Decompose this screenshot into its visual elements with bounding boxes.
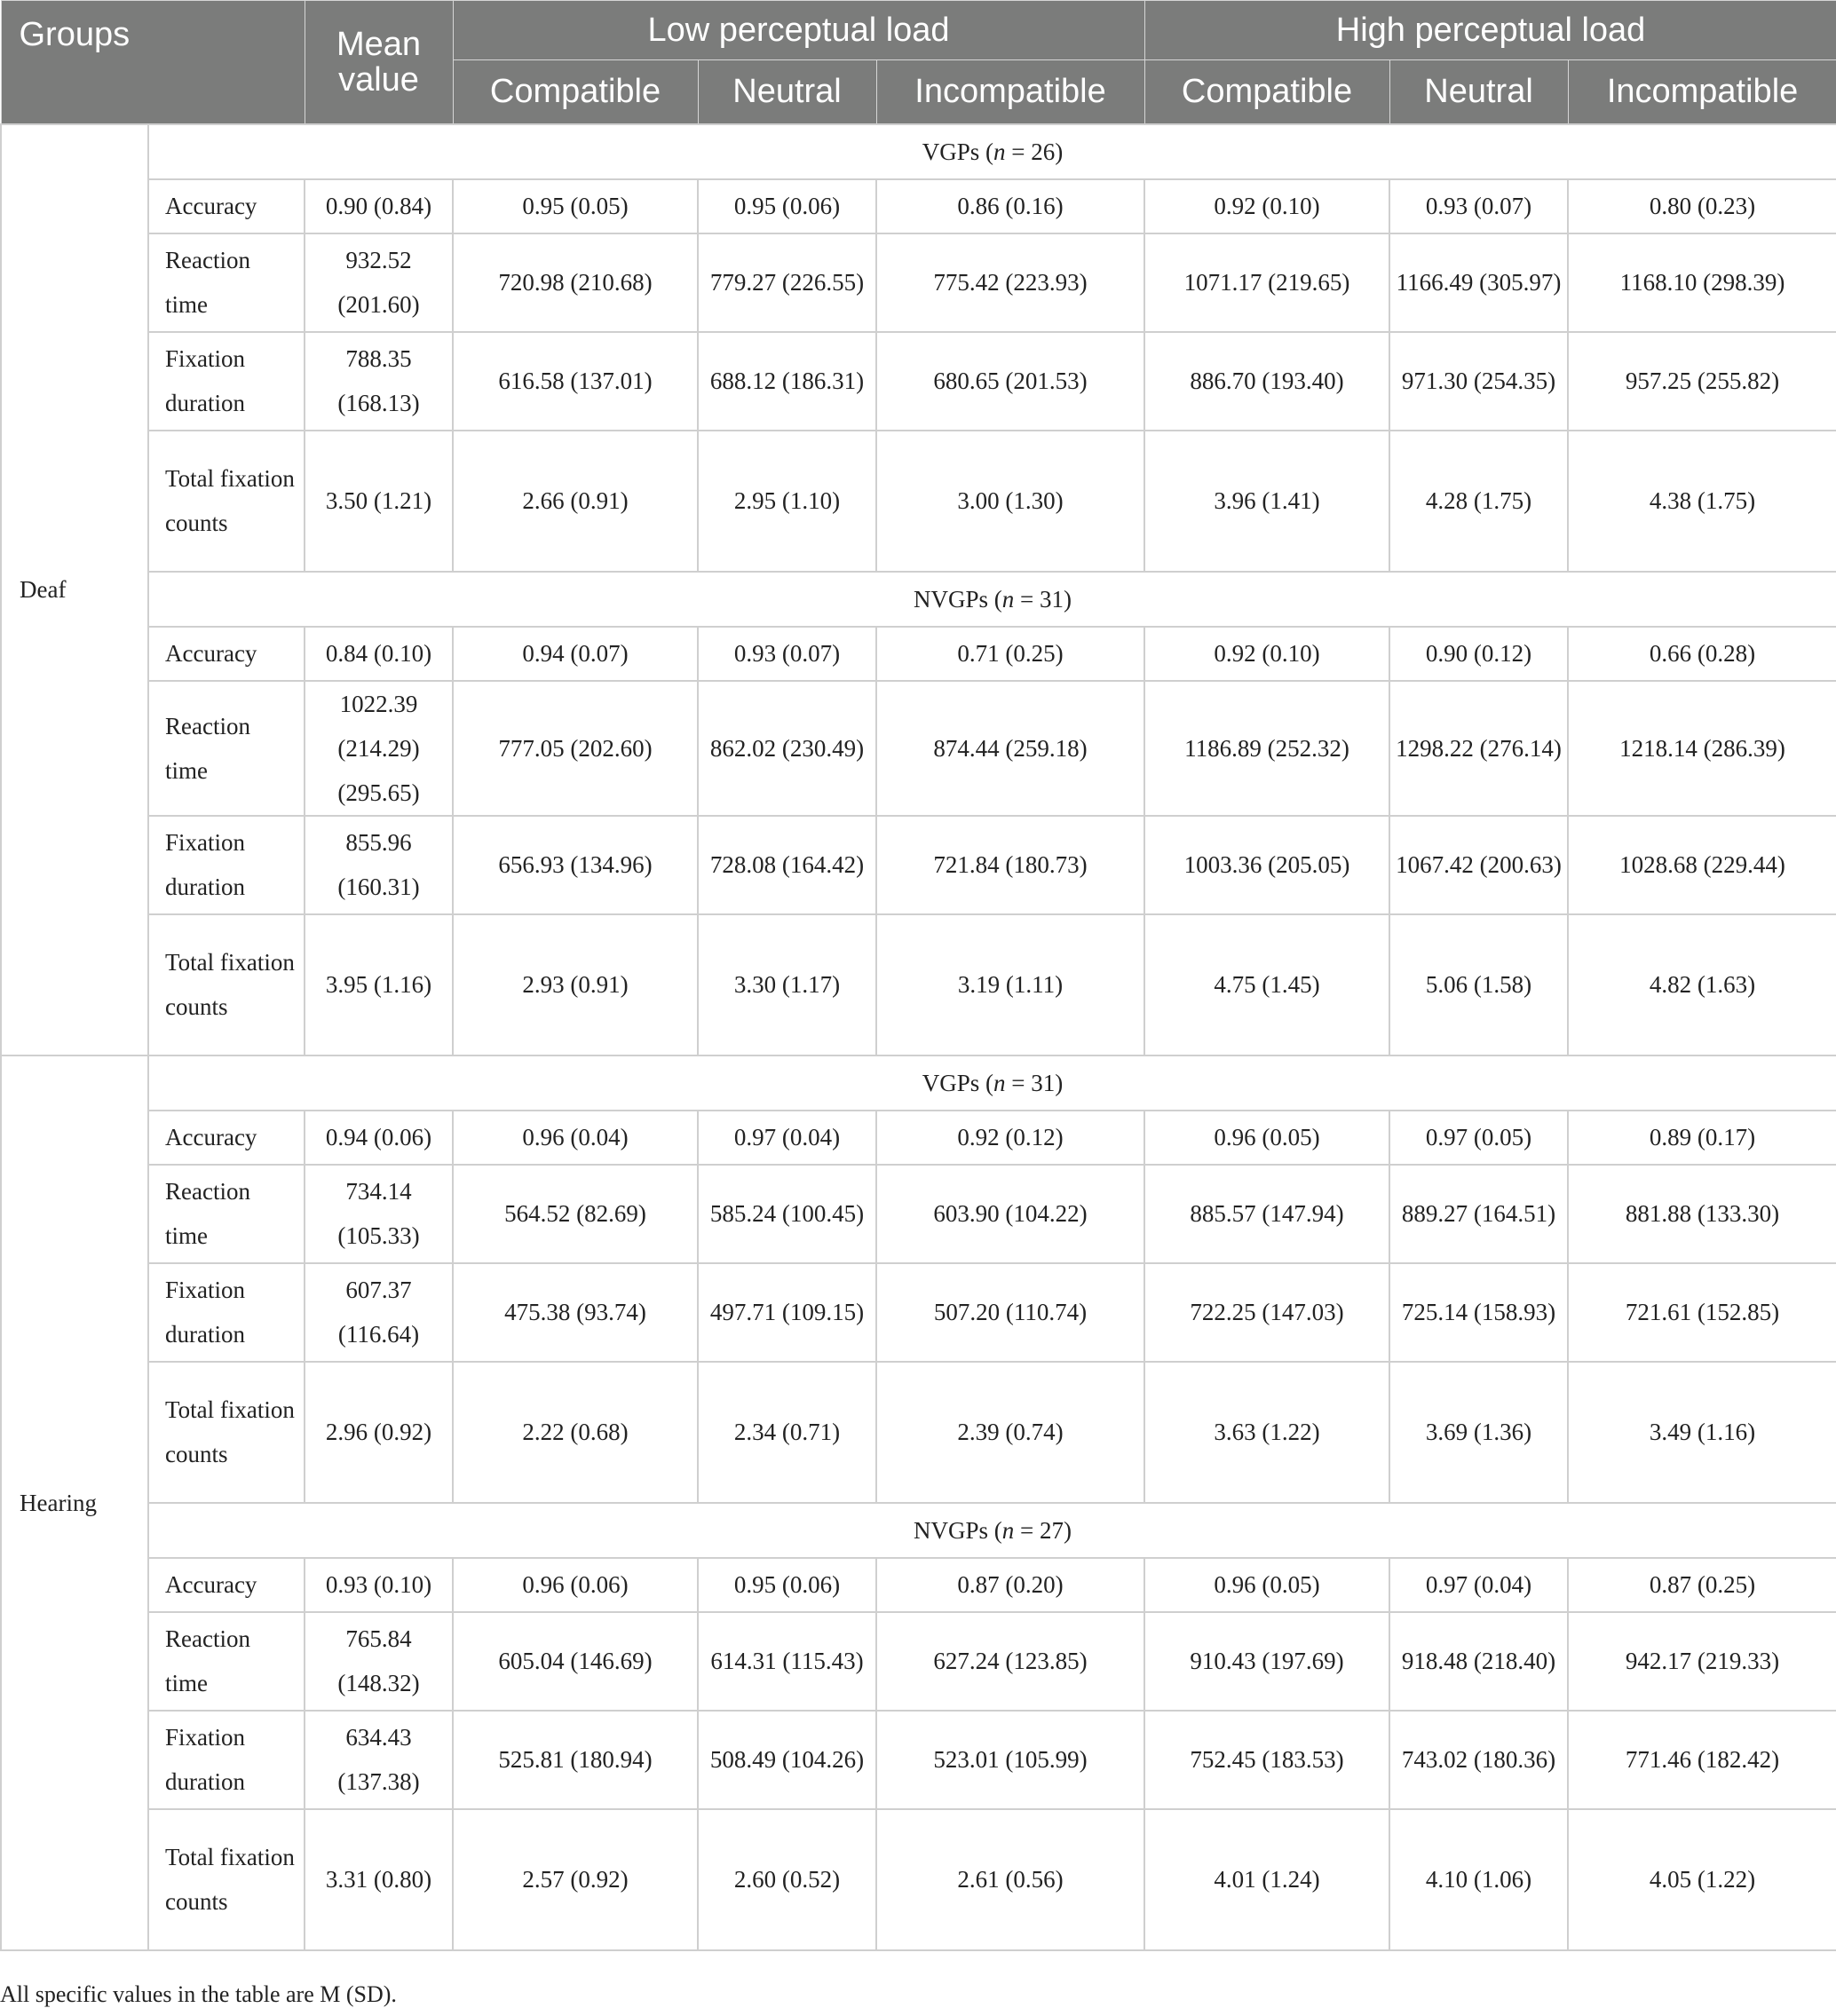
- table-row: [1, 332, 1836, 431]
- condition-value-cell: 918.48 (218.40): [1389, 1612, 1568, 1711]
- mean-value-cell: 634.43 (137.38): [305, 1711, 453, 1809]
- table-row: [1, 681, 1836, 816]
- mean-value-cell: 2.96 (0.92): [305, 1362, 453, 1503]
- subgroup-row: [1, 1503, 1836, 1558]
- condition-value-cell: 475.38 (93.74): [453, 1263, 698, 1362]
- condition-header: Neutral: [1389, 60, 1568, 124]
- condition-value-cell: 688.12 (186.31): [698, 332, 876, 431]
- condition-value-cell: 0.90 (0.12): [1389, 627, 1568, 681]
- mean-value-cell: 788.35 (168.13): [305, 332, 453, 431]
- sample-size-symbol: n: [1001, 585, 1015, 613]
- condition-value-cell: 2.60 (0.52): [698, 1809, 876, 1950]
- mean-value-cell: 0.84 (0.10): [305, 627, 453, 681]
- condition-value-cell: 564.52 (82.69): [453, 1165, 698, 1263]
- condition-value-cell: 525.81 (180.94): [453, 1711, 698, 1809]
- condition-value-cell: 2.34 (0.71): [698, 1362, 876, 1503]
- condition-header: Compatible: [453, 60, 698, 124]
- condition-value-cell: 4.05 (1.22): [1568, 1809, 1836, 1950]
- condition-value-cell: 3.96 (1.41): [1144, 431, 1389, 572]
- condition-value-cell: 0.92 (0.10): [1144, 179, 1389, 233]
- condition-value-cell: 4.28 (1.75): [1389, 431, 1568, 572]
- condition-value-cell: 720.98 (210.68): [453, 233, 698, 332]
- subgroup-row: [1, 124, 1836, 179]
- condition-value-cell: 874.44 (259.18): [876, 681, 1144, 816]
- sample-size-value: = 27: [1014, 1516, 1064, 1544]
- group-label: Hearing: [1, 1055, 148, 1950]
- condition-value-cell: 3.63 (1.22): [1144, 1362, 1389, 1503]
- condition-value-cell: 680.65 (201.53): [876, 332, 1144, 431]
- condition-value-cell: 752.45 (183.53): [1144, 1711, 1389, 1809]
- condition-value-cell: 0.97 (0.05): [1389, 1111, 1568, 1165]
- condition-value-cell: 1186.89 (252.32): [1144, 681, 1389, 816]
- mean-value-cell: 0.93 (0.10): [305, 1558, 453, 1612]
- condition-value-cell: 5.06 (1.58): [1389, 914, 1568, 1055]
- sample-size-symbol: n: [993, 138, 1006, 165]
- condition-value-cell: 0.87 (0.20): [876, 1558, 1144, 1612]
- condition-value-cell: 4.01 (1.24): [1144, 1809, 1389, 1950]
- condition-value-cell: 0.95 (0.06): [698, 179, 876, 233]
- condition-value-cell: 771.46 (182.42): [1568, 1711, 1836, 1809]
- condition-value-cell: 507.20 (110.74): [876, 1263, 1144, 1362]
- table-row: [1, 431, 1836, 572]
- condition-value-cell: 889.27 (164.51): [1389, 1165, 1568, 1263]
- condition-value-cell: 2.22 (0.68): [453, 1362, 698, 1503]
- condition-value-cell: 910.43 (197.69): [1144, 1612, 1389, 1711]
- condition-value-cell: 0.96 (0.04): [453, 1111, 698, 1165]
- condition-value-cell: 0.95 (0.06): [698, 1558, 876, 1612]
- mean-value-cell: 1022.39 (214.29) (295.65): [305, 681, 453, 816]
- condition-value-cell: 0.97 (0.04): [698, 1111, 876, 1165]
- condition-value-cell: 0.95 (0.05): [453, 179, 698, 233]
- condition-value-cell: 957.25 (255.82): [1568, 332, 1836, 431]
- condition-value-cell: 1218.14 (286.39): [1568, 681, 1836, 816]
- condition-value-cell: 4.75 (1.45): [1144, 914, 1389, 1055]
- groups-header: Groups: [1, 1, 305, 124]
- condition-value-cell: 728.08 (164.42): [698, 816, 876, 914]
- condition-header: Compatible: [1144, 60, 1389, 124]
- sample-size-value: = 26: [1005, 138, 1056, 165]
- condition-value-cell: 0.96 (0.05): [1144, 1558, 1389, 1612]
- condition-value-cell: 722.25 (147.03): [1144, 1263, 1389, 1362]
- metric-label: Reaction time: [148, 681, 305, 816]
- metric-label: Accuracy: [148, 179, 305, 233]
- table-row: [1, 1111, 1836, 1165]
- condition-value-cell: 1028.68 (229.44): [1568, 816, 1836, 914]
- table-row: [1, 1165, 1836, 1263]
- metric-label: Reaction time: [148, 1612, 305, 1711]
- metric-label: Reaction time: [148, 233, 305, 332]
- table-row: [1, 627, 1836, 681]
- condition-value-cell: 1298.22 (276.14): [1389, 681, 1568, 816]
- metric-label: Fixation duration: [148, 1263, 305, 1362]
- condition-value-cell: 508.49 (104.26): [698, 1711, 876, 1809]
- condition-value-cell: 886.70 (193.40): [1144, 332, 1389, 431]
- mean-value-cell: 3.31 (0.80): [305, 1809, 453, 1950]
- condition-value-cell: 614.31 (115.43): [698, 1612, 876, 1711]
- condition-value-cell: 4.82 (1.63): [1568, 914, 1836, 1055]
- condition-value-cell: 779.27 (226.55): [698, 233, 876, 332]
- condition-value-cell: 2.95 (1.10): [698, 431, 876, 572]
- condition-value-cell: 3.30 (1.17): [698, 914, 876, 1055]
- mean-value-cell: 607.37 (116.64): [305, 1263, 453, 1362]
- metric-label: Total fixation counts: [148, 914, 305, 1055]
- condition-value-cell: 3.19 (1.11): [876, 914, 1144, 1055]
- condition-value-cell: 0.96 (0.05): [1144, 1111, 1389, 1165]
- mean-value-cell: 765.84 (148.32): [305, 1612, 453, 1711]
- condition-value-cell: 971.30 (254.35): [1389, 332, 1568, 431]
- subgroup-row: [1, 572, 1836, 627]
- subgroup-label: VGPs (n = 31): [148, 1055, 1836, 1111]
- condition-value-cell: 881.88 (133.30): [1568, 1165, 1836, 1263]
- condition-value-cell: 616.58 (137.01): [453, 332, 698, 431]
- condition-value-cell: 585.24 (100.45): [698, 1165, 876, 1263]
- mean-value-cell: 932.52 (201.60): [305, 233, 453, 332]
- metric-label: Reaction time: [148, 1165, 305, 1263]
- condition-value-cell: 0.92 (0.10): [1144, 627, 1389, 681]
- condition-header: Incompatible: [876, 60, 1144, 124]
- table-row: [1, 1362, 1836, 1503]
- table-row: [1, 233, 1836, 332]
- table-row: [1, 1809, 1836, 1950]
- mean-value-cell: 3.50 (1.21): [305, 431, 453, 572]
- table-row: [1, 816, 1836, 914]
- condition-value-cell: 4.38 (1.75): [1568, 431, 1836, 572]
- condition-value-cell: 4.10 (1.06): [1389, 1809, 1568, 1950]
- mean-value-cell: 3.95 (1.16): [305, 914, 453, 1055]
- metric-label: Fixation duration: [148, 1711, 305, 1809]
- condition-value-cell: 2.66 (0.91): [453, 431, 698, 572]
- condition-value-cell: 721.84 (180.73): [876, 816, 1144, 914]
- condition-value-cell: 1166.49 (305.97): [1389, 233, 1568, 332]
- metric-label: Accuracy: [148, 1558, 305, 1612]
- condition-value-cell: 0.80 (0.23): [1568, 179, 1836, 233]
- table-row: [1, 1558, 1836, 1612]
- metric-label: Fixation duration: [148, 332, 305, 431]
- table-row: [1, 179, 1836, 233]
- table-row: [1, 1612, 1836, 1711]
- metric-label: Accuracy: [148, 1111, 305, 1165]
- condition-value-cell: 0.94 (0.07): [453, 627, 698, 681]
- sample-size-value: = 31: [1005, 1069, 1056, 1096]
- condition-value-cell: 2.57 (0.92): [453, 1809, 698, 1950]
- subgroup-name: VGPs: [922, 1069, 980, 1096]
- mean-value-cell: 734.14 (105.33): [305, 1165, 453, 1263]
- table-header: [1, 1, 1836, 124]
- condition-value-cell: 523.01 (105.99): [876, 1711, 1144, 1809]
- subgroup-row: [1, 1055, 1836, 1111]
- condition-value-cell: 605.04 (146.69): [453, 1612, 698, 1711]
- condition-value-cell: 1003.36 (205.05): [1144, 816, 1389, 914]
- condition-value-cell: 725.14 (158.93): [1389, 1263, 1568, 1362]
- condition-value-cell: 0.93 (0.07): [1389, 179, 1568, 233]
- condition-value-cell: 0.89 (0.17): [1568, 1111, 1836, 1165]
- condition-value-cell: 0.96 (0.06): [453, 1558, 698, 1612]
- condition-value-cell: 2.39 (0.74): [876, 1362, 1144, 1503]
- condition-value-cell: 0.92 (0.12): [876, 1111, 1144, 1165]
- condition-value-cell: 942.17 (219.33): [1568, 1612, 1836, 1711]
- metric-label: Total fixation counts: [148, 431, 305, 572]
- condition-value-cell: 775.42 (223.93): [876, 233, 1144, 332]
- condition-header: Neutral: [698, 60, 876, 124]
- condition-value-cell: 627.24 (123.85): [876, 1612, 1144, 1711]
- condition-value-cell: 0.71 (0.25): [876, 627, 1144, 681]
- mean-value-cell: 0.90 (0.84): [305, 179, 453, 233]
- condition-value-cell: 885.57 (147.94): [1144, 1165, 1389, 1263]
- condition-value-cell: 0.97 (0.04): [1389, 1558, 1568, 1612]
- condition-value-cell: 2.61 (0.56): [876, 1809, 1144, 1950]
- mean-value-cell: 855.96 (160.31): [305, 816, 453, 914]
- condition-value-cell: 0.93 (0.07): [698, 627, 876, 681]
- condition-value-cell: 1071.17 (219.65): [1144, 233, 1389, 332]
- condition-value-cell: 721.61 (152.85): [1568, 1263, 1836, 1362]
- subgroup-name: NVGPs: [914, 585, 989, 613]
- condition-value-cell: 3.00 (1.30): [876, 431, 1144, 572]
- subgroup-label: NVGPs (n = 31): [148, 572, 1836, 627]
- condition-value-cell: 743.02 (180.36): [1389, 1711, 1568, 1809]
- metric-label: Total fixation counts: [148, 1362, 305, 1503]
- group-label: Deaf: [1, 124, 148, 1055]
- subgroup-name: VGPs: [922, 138, 980, 165]
- sample-size-symbol: n: [993, 1069, 1006, 1096]
- mean-value-cell: 0.94 (0.06): [305, 1111, 453, 1165]
- sample-size-symbol: n: [1001, 1516, 1015, 1544]
- high-load-header: High perceptual load: [1144, 1, 1836, 60]
- condition-value-cell: 603.90 (104.22): [876, 1165, 1144, 1263]
- condition-value-cell: 497.71 (109.15): [698, 1263, 876, 1362]
- subgroup-label: NVGPs (n = 27): [148, 1503, 1836, 1558]
- table-row: [1, 1711, 1836, 1809]
- condition-value-cell: 777.05 (202.60): [453, 681, 698, 816]
- condition-value-cell: 2.93 (0.91): [453, 914, 698, 1055]
- metric-label: Accuracy: [148, 627, 305, 681]
- condition-value-cell: 1067.42 (200.63): [1389, 816, 1568, 914]
- sample-size-value: = 31: [1014, 585, 1064, 613]
- subgroup-label: VGPs (n = 26): [148, 124, 1836, 179]
- condition-value-cell: 862.02 (230.49): [698, 681, 876, 816]
- condition-value-cell: 656.93 (134.96): [453, 816, 698, 914]
- table-row: [1, 914, 1836, 1055]
- table-body: [1, 124, 1836, 1950]
- table-row: [1, 1263, 1836, 1362]
- subgroup-name: NVGPs: [914, 1516, 989, 1544]
- table-footnote: All specific values in the table are M (SD).: [0, 1981, 397, 2007]
- low-load-header: Low perceptual load: [453, 1, 1144, 60]
- metric-label: Fixation duration: [148, 816, 305, 914]
- mean-value-header: Mean value: [305, 1, 453, 124]
- condition-value-cell: 0.87 (0.25): [1568, 1558, 1836, 1612]
- condition-header: Incompatible: [1568, 60, 1836, 124]
- condition-value-cell: 0.66 (0.28): [1568, 627, 1836, 681]
- condition-value-cell: 3.49 (1.16): [1568, 1362, 1836, 1503]
- condition-value-cell: 3.69 (1.36): [1389, 1362, 1568, 1503]
- condition-value-cell: 1168.10 (298.39): [1568, 233, 1836, 332]
- metric-label: Total fixation counts: [148, 1809, 305, 1950]
- condition-value-cell: 0.86 (0.16): [876, 179, 1144, 233]
